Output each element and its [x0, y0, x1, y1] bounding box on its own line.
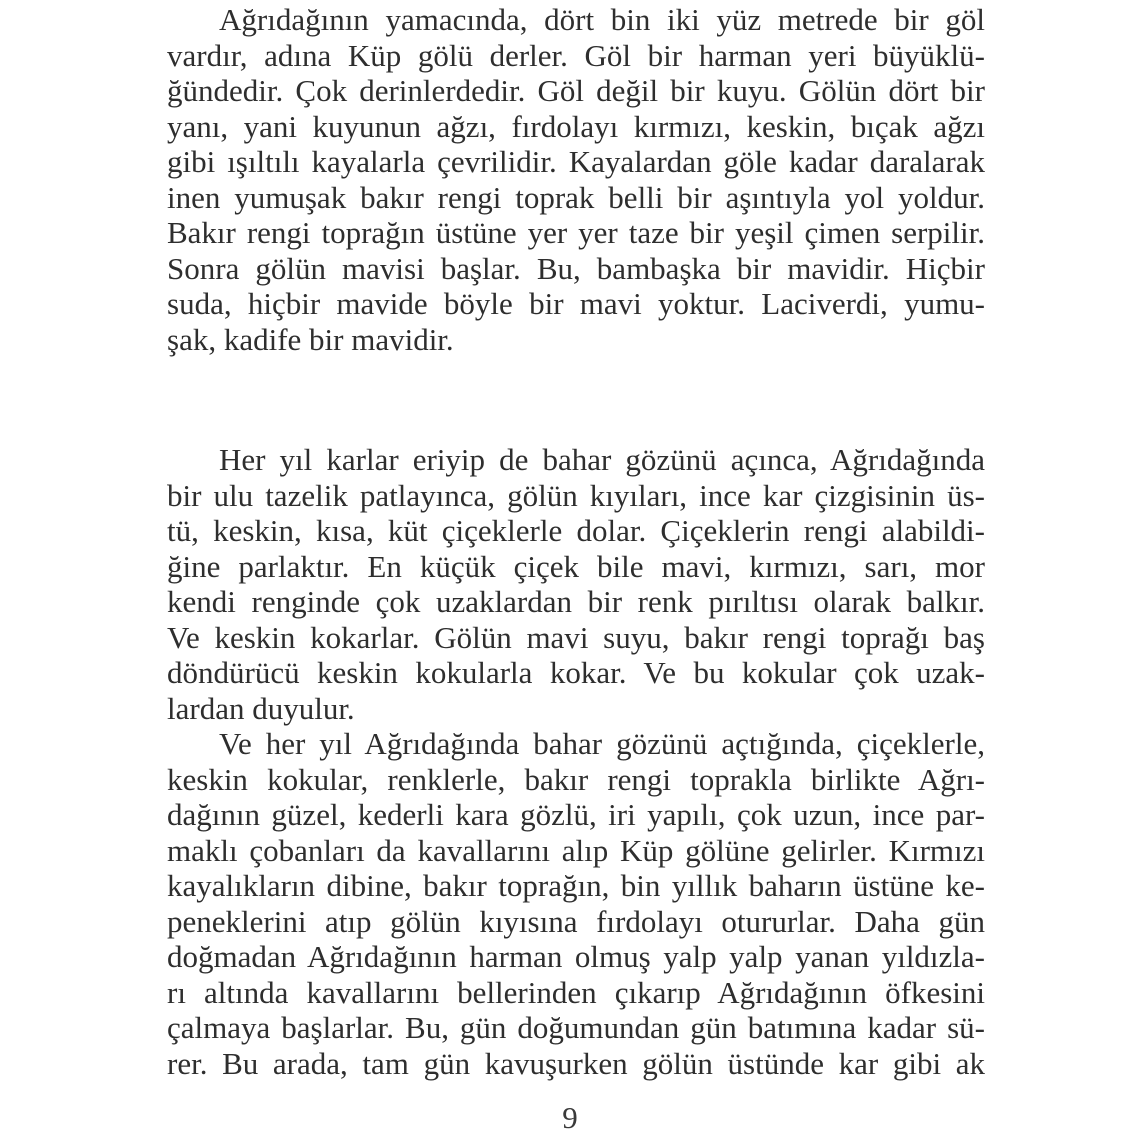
text-block: [167, 2, 985, 1081]
paragraph: [167, 726, 985, 1081]
text-line: lardan duyulur.: [167, 690, 355, 726]
text-line: ğine parlaktır. En küçük çiçek bile mavi, kırmızı, sarı, mor: [167, 548, 985, 584]
paragraph: [167, 2, 985, 357]
text-line: vardır, adına Küp gölü derler. Göl bir harman yeri büyüklü-: [167, 37, 985, 73]
text-line: peneklerini atıp gölün kıyısına fırdolayı otururlar. Daha gün: [167, 903, 985, 939]
text-line: ğündedir. Çok derinlerdedir. Göl değil bir kuyu. Gölün dört bir: [167, 73, 985, 108]
text-line: rı altında kavallarını bellerinden çıkarıp Ağrıdağının öfkesini: [167, 974, 985, 1010]
text-line: şak, kadife bir mavidir.: [167, 321, 454, 357]
text-line: Ve her yıl Ağrıdağında bahar gözünü açtığında, çiçeklerle,: [219, 726, 985, 761]
text-line: maklı çobanları da kavallarını alıp Küp gölüne gelirler. Kırmızı: [167, 832, 985, 868]
text-line: Bakır rengi toprağın üstüne yer yer taze bir yeşil çimen serpilir.: [167, 215, 985, 250]
page-number: 9: [562, 1100, 578, 1135]
text-line: inen yumuşak bakır rengi toprak belli bir aşıntıyla yol yoldur.: [167, 179, 985, 215]
text-line: suda, hiçbir mavide böyle bir mavi yoktur. Laciverdi, yumu-: [167, 286, 985, 321]
text-line: yanı, yani kuyunun ağzı, fırdolayı kırmızı, keskin, bıçak ağzı: [167, 108, 985, 144]
text-line: Ve keskin kokarlar. Gölün mavi suyu, bakır rengi toprağı baş: [167, 619, 985, 655]
text-line: döndürücü keskin kokularla kokar. Ve bu kokular çok uzak-: [167, 655, 985, 690]
text-line: Ağrıdağının yamacında, dört bin iki yüz metrede bir göl: [219, 2, 985, 37]
text-line: kayalıkların dibine, bakır toprağın, bin yıllık baharın üstüne ke-: [167, 868, 985, 903]
text-line: Her yıl karlar eriyip de bahar gözünü açınca, Ağrıdağında: [219, 442, 985, 477]
text-line: rer. Bu arada, tam gün kavuşurken gölün üstünde kar gibi ak: [167, 1045, 985, 1081]
text-line: gibi ışıltılı kayalarla çevrilidir. Kayalardan göle kadar daralarak: [167, 144, 985, 179]
paragraph: [167, 442, 985, 726]
text-line: tü, keskin, kısa, küt çiçeklerle dolar. Çiçeklerin rengi alabildi-: [167, 513, 985, 548]
text-line: kendi renginde çok uzaklardan bir renk pırıltısı olarak balkır.: [167, 584, 985, 619]
text-line: doğmadan Ağrıdağının harman olmuş yalp yalp yanan yıldızla-: [167, 939, 985, 974]
text-line: keskin kokular, renklerle, bakır rengi toprakla birlikte Ağrı-: [167, 761, 985, 797]
text-line: Sonra gölün mavisi başlar. Bu, bambaşka bir mavidir. Hiçbir: [167, 250, 985, 286]
text-line: dağının güzel, kederli kara gözlü, iri yapılı, çok uzun, ince par-: [167, 797, 985, 832]
text-line: bir ulu tazelik patlayınca, gölün kıyıları, ince kar çizgisinin üs-: [167, 477, 985, 513]
text-line: çalmaya başlarlar. Bu, gün doğumundan gün batımına kadar sü-: [167, 1010, 985, 1045]
